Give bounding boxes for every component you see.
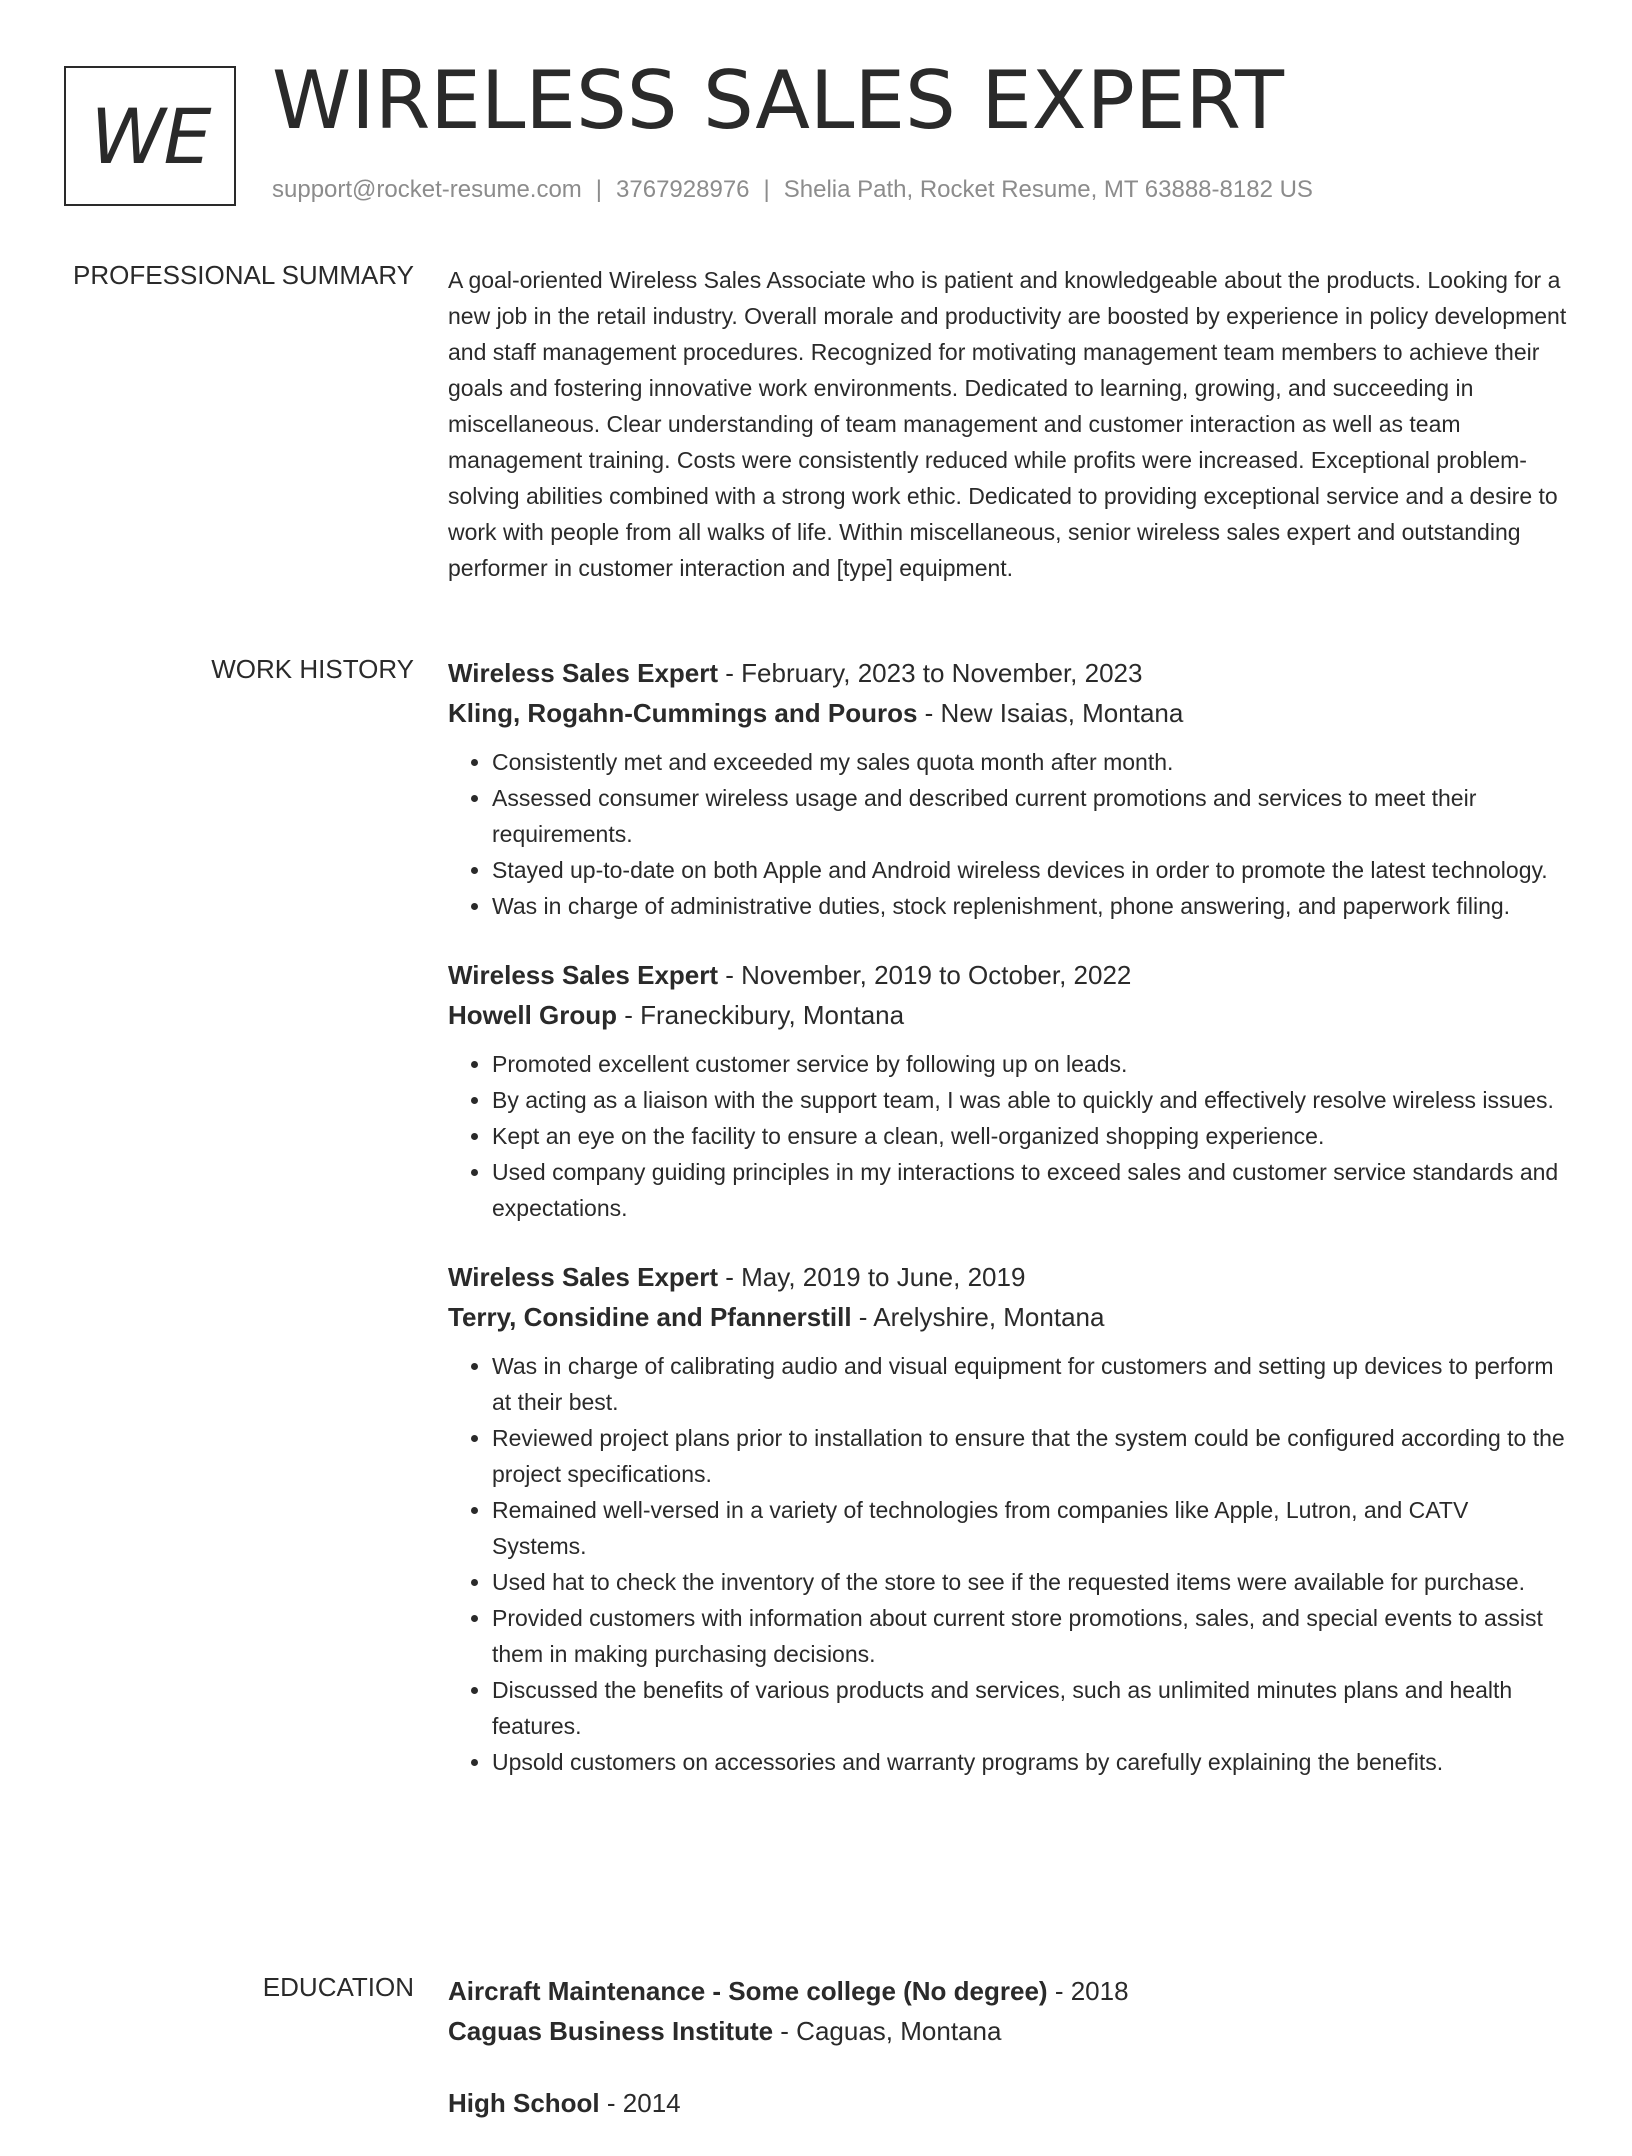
- education-degree-line: [448, 1972, 1568, 2010]
- job-duty: • Consistently met and exceeded my sales quota month after month.: [492, 744, 1568, 780]
- education-entry: [448, 2084, 1568, 2122]
- job-company: Kling, Rogahn-Cummings and Pouros: [448, 698, 918, 728]
- job-duty: • Promoted excellent customer service by following up on leads.: [492, 1046, 1568, 1082]
- resume-name: WIRELESS SALES EXPERT: [272, 54, 1285, 147]
- job-entry: [448, 1258, 1568, 1780]
- job-duty: • Provided customers with information about current store promotions, sales, and special events to assist them in making purchasing decisions.: [492, 1600, 1568, 1672]
- job-duty: • Upsold customers on accessories and warranty programs by carefully explaining the benefits.: [492, 1744, 1568, 1780]
- job-company: Howell Group: [448, 1000, 617, 1030]
- job-title-line: [448, 654, 1568, 692]
- work-history-body: [448, 654, 1568, 1812]
- job-title: Wireless Sales Expert: [448, 1262, 719, 1292]
- job-duties-list: [448, 744, 1568, 924]
- job-duties-list: [448, 1348, 1568, 1780]
- job-company: Terry, Considine and Pfannerstill: [448, 1302, 852, 1332]
- contact-separator: |: [763, 176, 770, 203]
- job-location: - Franeckibury, Montana: [617, 1000, 905, 1030]
- education-location: - Caguas, Montana: [773, 2016, 1002, 2046]
- education-body: [448, 1972, 1568, 2156]
- education-year: - 2018: [1047, 1976, 1129, 2006]
- job-duty: • Was in charge of administrative duties, stock replenishment, phone answering, and paperwork filing.: [492, 888, 1568, 924]
- contact-separator: |: [595, 176, 603, 203]
- summary-body: [448, 262, 1568, 586]
- education-label: EDUCATION: [262, 1972, 414, 2002]
- job-duty: • Stayed up-to-date on both Apple and Android wireless devices in order to promote the latest technology.: [492, 852, 1568, 888]
- education-degree: High School: [448, 2088, 600, 2118]
- job-title-line: [448, 1258, 1568, 1296]
- job-duty: • Was in charge of calibrating audio and visual equipment for customers and setting up devices to perform at their best.: [492, 1348, 1568, 1420]
- education-school: Caguas Business Institute: [448, 2016, 774, 2046]
- education-degree-line: [448, 2084, 1568, 2122]
- contact-line: [272, 176, 1313, 204]
- job-dates: - November, 2019 to October, 2022: [718, 960, 1132, 990]
- job-company-line: [448, 996, 1568, 1034]
- job-title: Wireless Sales Expert: [448, 960, 719, 990]
- job-duties-list: [448, 1046, 1568, 1226]
- job-duty: • Used hat to check the inventory of the store to see if the requested items were available for purchase.: [492, 1564, 1568, 1600]
- job-location: - Arelyshire, Montana: [851, 1302, 1105, 1332]
- monogram-logo: WE: [64, 66, 236, 206]
- job-duty: • Discussed the benefits of various products and services, such as unlimited minutes plans and health features.: [492, 1672, 1568, 1744]
- contact-phone: 3767928976: [616, 176, 750, 203]
- job-duty: • Assessed consumer wireless usage and described current promotions and services to meet their requirements.: [492, 780, 1568, 852]
- job-duty: • Kept an eye on the facility to ensure a clean, well-organized shopping experience.: [492, 1118, 1568, 1154]
- job-dates: - February, 2023 to November, 2023: [718, 658, 1143, 688]
- education-school-line: [448, 2012, 1568, 2050]
- job-title-line: [448, 956, 1568, 994]
- job-duty: • By acting as a liaison with the support team, I was able to quickly and effectively resolve wireless issues.: [492, 1082, 1568, 1118]
- job-entry: [448, 654, 1568, 924]
- job-company-line: [448, 694, 1568, 732]
- job-location: - New Isaias, Montana: [917, 698, 1184, 728]
- summary-text: A goal-oriented Wireless Sales Associate who is patient and knowledgeable about the products. Looking for a new job in the retail industry. Overall morale and productivity are boosted by experience in policy development and staff management procedures. Recognized for motivating management team members to achieve their goals and fostering innovative work environments. Dedicated to learning, growing, and succeeding in miscellaneous. Clear understanding of team management and customer interaction as well as team management training. Costs were consistently reduced while profits were increased. Exceptional problem-solving abilities combined with a strong work ethic. Dedicated to providing exceptional service and a desire to work with people from all walks of life. Within miscellaneous, senior wireless sales expert and outstanding performer in customer interaction and [type] equipment.: [448, 267, 1567, 581]
- job-title: Wireless Sales Expert: [448, 658, 719, 688]
- job-duty: • Reviewed project plans prior to installation to ensure that the system could be configured according to the project specifications.: [492, 1420, 1568, 1492]
- education-year: - 2014: [599, 2088, 681, 2118]
- job-company-line: [448, 1298, 1568, 1336]
- contact-email[interactable]: support@rocket-resume.com: [272, 176, 582, 203]
- contact-address: Shelia Path, Rocket Resume, MT 63888-8182 US: [783, 176, 1313, 203]
- education-degree: Aircraft Maintenance - Some college (No degree): [448, 1976, 1048, 2006]
- job-entry: [448, 956, 1568, 1226]
- education-entry: [448, 1972, 1568, 2050]
- job-dates: - May, 2019 to June, 2019: [718, 1262, 1026, 1292]
- job-duty: • Remained well-versed in a variety of technologies from companies like Apple, Lutron, and CATV Systems.: [492, 1492, 1568, 1564]
- summary-label: PROFESSIONAL SUMMARY: [73, 260, 414, 290]
- work-history-label: WORK HISTORY: [211, 654, 414, 684]
- job-duty: • Used company guiding principles in my interactions to exceed sales and customer service standards and expectations.: [492, 1154, 1568, 1226]
